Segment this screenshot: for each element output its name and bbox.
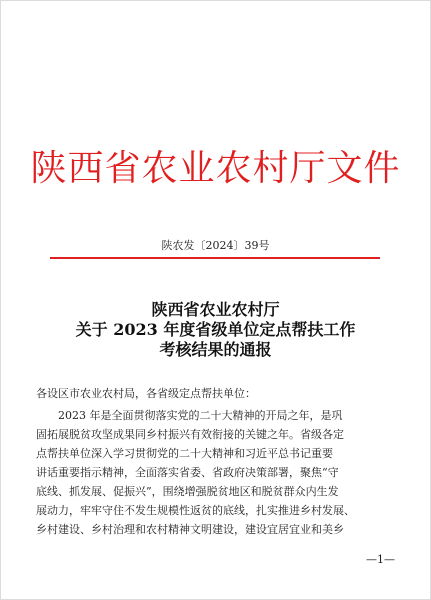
notice-title-line-2: 关于 2023 年度省级单位定点帮扶工作	[75, 320, 356, 339]
body-line: 讲话重要指示精神，全面落实省委、省政府决策部署，聚焦“守	[36, 466, 339, 479]
page-number: —1—	[366, 553, 395, 566]
body-line: 底线、抓发展、促振兴”，围绕增强脱贫地区和脱贫群众内生发	[36, 485, 339, 498]
body-line: 点帮扶单位深入学习贯彻党的二十大精神和习近平总书记重要	[36, 447, 333, 460]
document-header-title: 陕西省农业农村厅文件	[30, 148, 401, 189]
salutation: 各设区市农业农村局，各省级定点帮扶单位：	[36, 387, 256, 400]
notice-title	[0, 300, 431, 360]
notice-title-line-1: 陕西省农业农村厅	[151, 300, 280, 319]
body-text	[36, 406, 394, 539]
body-line: 展动力，牢牢守住不发生规模性返贫的底线，扎实推进乡村发展、	[36, 504, 355, 517]
red-divider-line	[50, 257, 380, 259]
body-line: 2023 年是全面贯彻落实党的二十大精神的开局之年，是巩	[36, 409, 343, 422]
document-number: 陕农发〔2024〕39号	[161, 239, 270, 252]
notice-title-line-3: 考核结果的通报	[159, 340, 272, 359]
body-line: 固拓展脱贫攻坚成果同乡村振兴有效衔接的关键之年。省级各定	[36, 428, 344, 441]
body-line: 乡村建设、乡村治理和农村精神文明建设，建设宜居宜业和美乡	[36, 523, 344, 536]
